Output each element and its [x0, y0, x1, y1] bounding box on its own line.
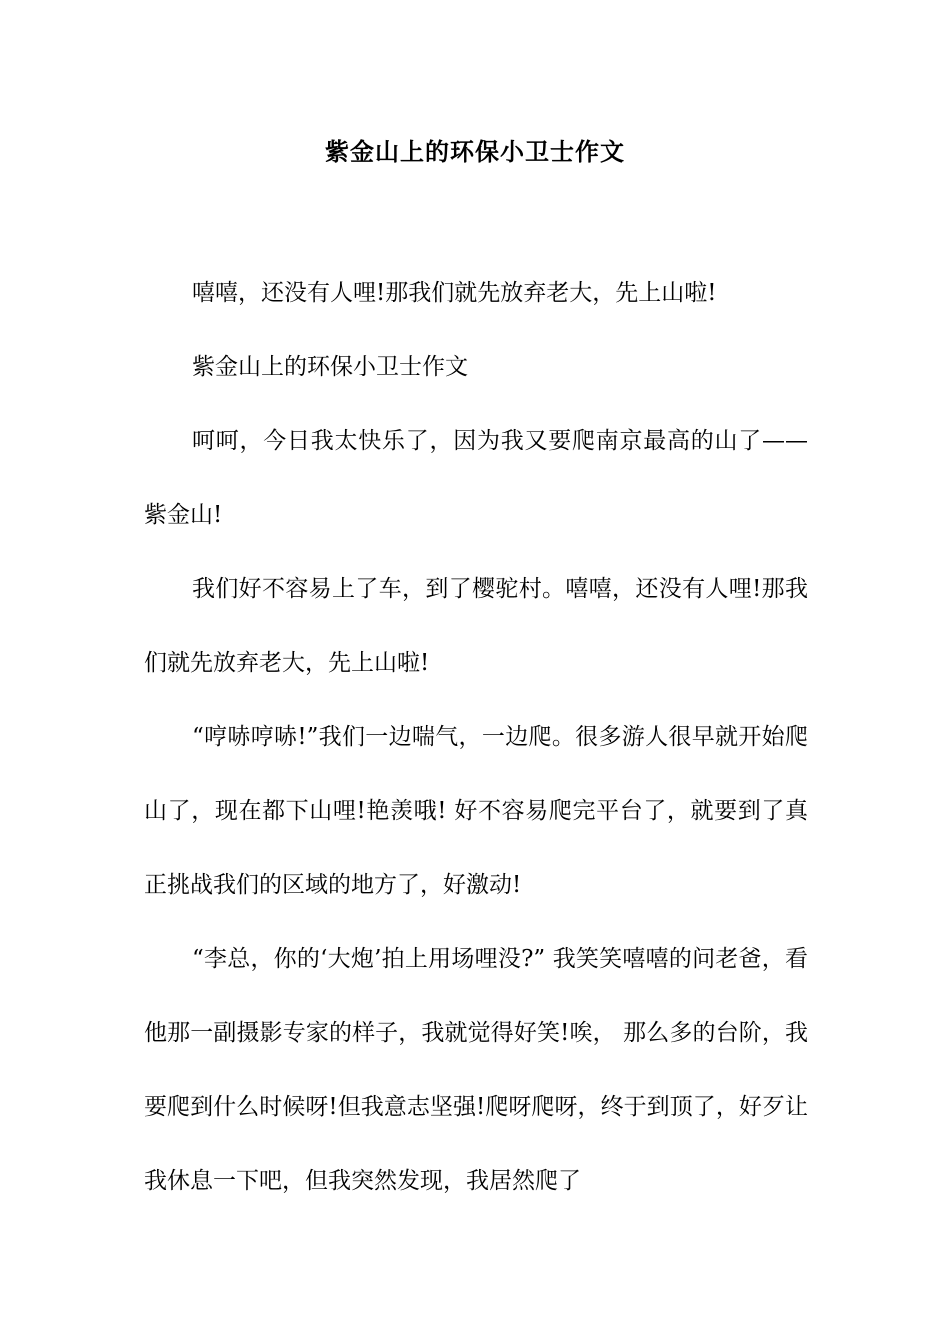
paragraph-2: 紫金山上的环保小卫士作文 [192, 354, 468, 380]
paragraph-3: 呵呵，今日我太快乐了，因为我又要爬南京最高的山了——紫金山! [144, 428, 808, 528]
paragraph-1: 嘻嘻，还没有人哩!那我们就先放弃老大，先上山啦! [192, 280, 717, 306]
paragraph-6: “李总，你的‘大炮’拍上用场哩没?” 我笑笑嘻嘻的问老爸，看他那一副摄影专家的样子，我就觉得好笑!唉， 那么多的台阶，我要爬到什么时候呀!但我意志坚强!爬呀爬呀，终于到顶了，好歹让我休息一下吧，但我突然发现，我居然爬了 [144, 946, 808, 1194]
paragraph-5: “哼哧哼哧!”我们一边喘气，一边爬。很多游人很早就开始爬山了，现在都下山哩!艳羡哦! 好不容易爬完平台了，就要到了真正挑战我们的区域的地方了，好激动! [144, 724, 808, 898]
document-title: 紫金山上的环保小卫士作文 [325, 137, 625, 166]
paragraph-4: 我们好不容易上了车，到了樱驼村。嘻嘻，还没有人哩!那我们就先放弃老大，先上山啦! [144, 576, 808, 676]
document-body [144, 256, 808, 1218]
